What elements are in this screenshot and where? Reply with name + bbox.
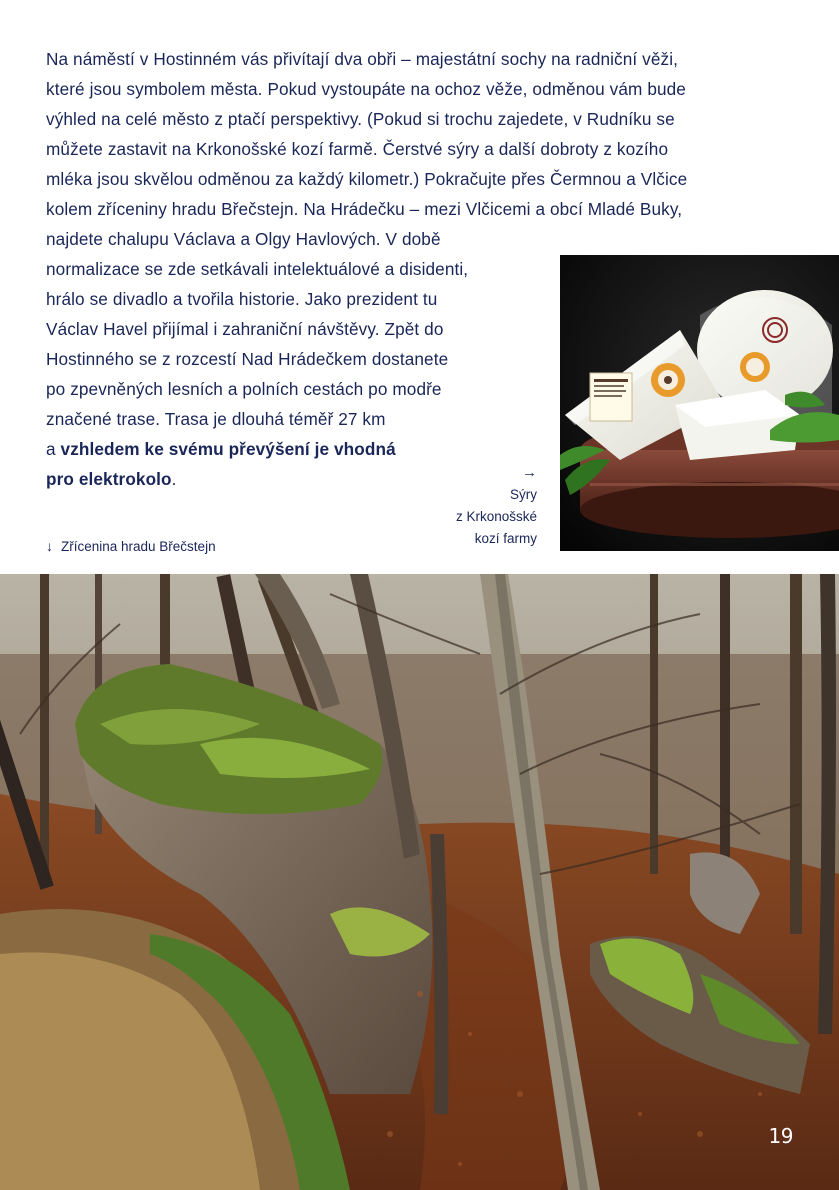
article-line: kolem zříceniny hradu Břečstejn. Na Hrádečku – mezi Vlčicemi a obcí Mladé Buky, — [46, 199, 683, 219]
forest-illustration — [0, 574, 839, 1190]
arrow-right-icon: → — [522, 464, 537, 481]
highlight-text: pro elektrokolo — [46, 469, 172, 489]
article-line: Václav Havel přijímal i zahraniční návštěvy. Zpět do — [46, 319, 444, 339]
article-line: Na náměstí v Hostinném vás přivítají dva obři – majestátní sochy na radniční věži, — [46, 49, 679, 69]
highlight-text: vzhledem ke svému převýšení je vhodná — [60, 439, 396, 459]
page-number: 19 — [768, 1124, 793, 1148]
article-line: po zpevněných lesních a polních cestách po modře — [46, 379, 442, 399]
article-line: Hostinného se z rozcestí Nad Hrádečkem dostanete — [46, 349, 449, 369]
forest-photo-caption: ↓ Zřícenina hradu Břečstejn — [46, 538, 216, 554]
article-line: výhled na celé město z ptačí perspektivy. (Pokud si trochu zajedete, v Rudníku se — [46, 109, 675, 129]
article-line: značené trase. Trasa je dlouhá téměř 27 km — [46, 409, 386, 429]
article-line: najdete chalupu Václava a Olgy Havlových. V době — [46, 229, 441, 249]
article-line: které jsou symbolem města. Pokud vystoupáte na ochoz věže, odměnou vám bude — [46, 79, 686, 99]
arrow-down-icon: ↓ — [46, 538, 53, 554]
article-line-bold: pro elektrokolo. — [46, 469, 177, 489]
article-line: hrálo se divadlo a tvořila historie. Jako prezident tu — [46, 289, 438, 309]
cheese-illustration — [560, 255, 839, 551]
cheese-photo — [560, 255, 839, 551]
article-line: normalizace se zde setkávali intelektuálové a disidenti, — [46, 259, 469, 279]
article-line: můžete zastavit na Krkonošské kozí farmě. Čerstvé sýry a další dobroty z kozího — [46, 139, 669, 159]
cheese-photo-caption: → Sýry z Krkonošské kozí farmy — [455, 464, 537, 546]
article-line: mléka jsou skvělou odměnou za každý kilometr.) Pokračujte přes Čermnou a Vlčice — [46, 169, 688, 189]
forest-photo — [0, 574, 839, 1190]
article-line-bold: a vzhledem ke svému převýšení je vhodná — [46, 439, 396, 459]
